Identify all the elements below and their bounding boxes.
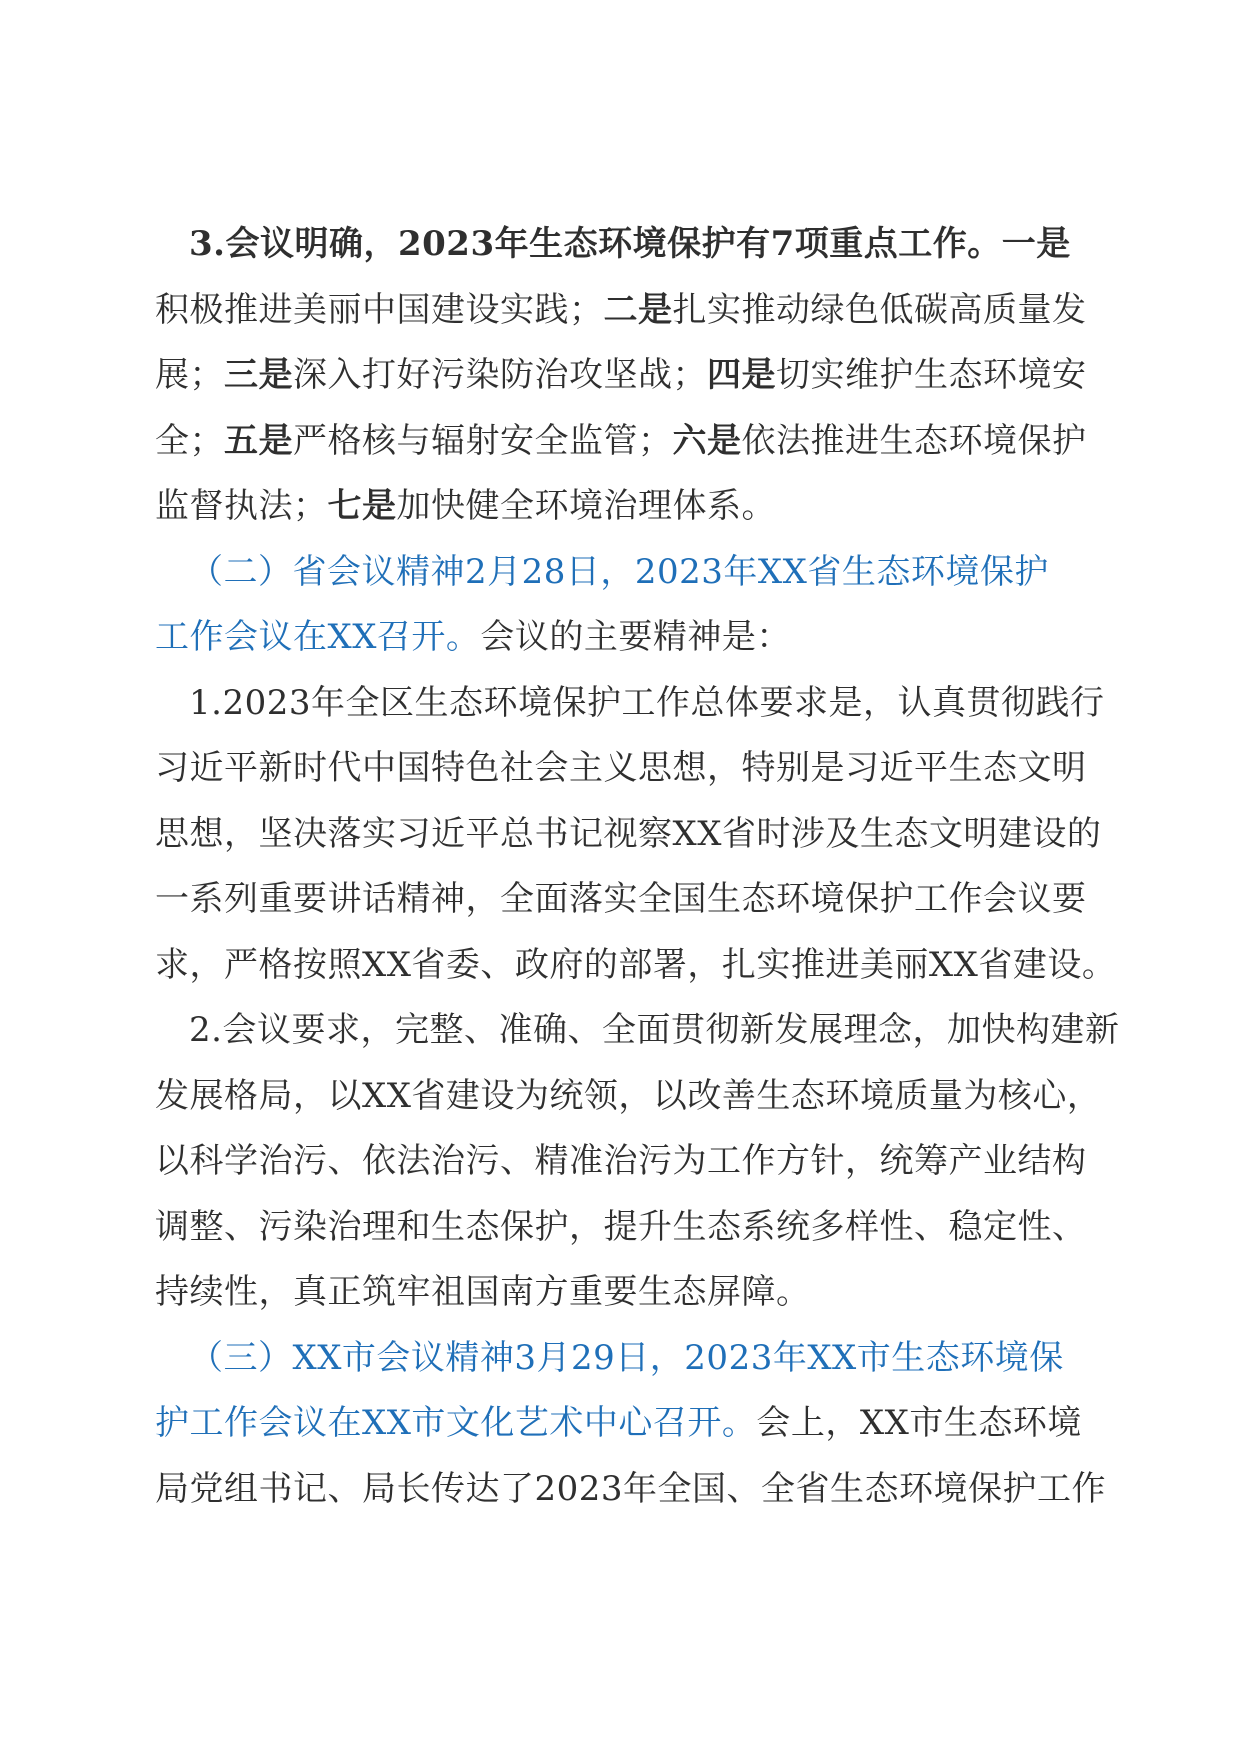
text-run: 会上，XX市生态环境 xyxy=(756,1403,1082,1443)
text-run: 二是 xyxy=(603,289,673,330)
text-run: 调整、污染治理和生态保护，提升生态系统多样性、稳定性、 xyxy=(155,1206,1087,1247)
text-line xyxy=(155,605,1095,671)
text-line xyxy=(155,278,1095,344)
section-heading: 护工作会议在XX市文化艺术中心召开。 xyxy=(155,1403,757,1443)
text-run: 依法推进生态环境保护 xyxy=(741,420,1087,461)
section-heading-line xyxy=(155,1326,1095,1392)
text-run: 严格核与辐射安全监管； xyxy=(293,420,673,461)
text-line xyxy=(155,1260,1095,1326)
text-run: 3.会议明确，2023年生态环境保护有7项重点工作。一是 xyxy=(189,224,1071,264)
text-run: 切实维护生态环境安 xyxy=(776,355,1087,395)
text-run: 求，严格按照XX省委、政府的部署，扎实推进美丽XX省建设。 xyxy=(155,944,1117,985)
text-run: 扎实推动绿色低碳高质量发 xyxy=(672,289,1087,330)
text-line xyxy=(155,736,1095,802)
section-heading-line xyxy=(155,540,1095,606)
text-line xyxy=(155,212,1095,278)
text-run: 展； xyxy=(155,355,224,395)
text-line xyxy=(155,1195,1095,1261)
text-line xyxy=(155,1129,1095,1195)
text-line xyxy=(155,933,1117,999)
text-run: 积极推进美丽中国建设实践； xyxy=(155,289,604,330)
text-run: 发展格局，以XX省建设为统领，以改善生态环境质量为核心， xyxy=(155,1075,1102,1116)
document-body xyxy=(155,212,1120,1522)
text-run: 思想，坚决落实习近平总书记视察XX省时涉及生态文明建设的 xyxy=(155,813,1102,854)
text-run: 三是 xyxy=(224,355,293,395)
text-line xyxy=(155,1064,1102,1130)
section-heading: 工作会议在XX召开。 xyxy=(155,617,481,657)
text-run: 全； xyxy=(155,420,224,461)
text-run: 四是 xyxy=(707,355,776,395)
text-run: 七是 xyxy=(327,486,397,526)
text-run: 五是 xyxy=(224,420,293,461)
text-run: 以科学治污、依法治污、精准治污为工作方针，统筹产业结构 xyxy=(155,1141,1087,1181)
text-line xyxy=(155,1391,1095,1457)
text-line xyxy=(155,802,1102,868)
text-line xyxy=(155,343,1095,409)
text-run: 局党组书记、局长传达了2023年全国、全省生态环境保护工作 xyxy=(155,1468,1107,1509)
text-run: 加快健全环境治理体系。 xyxy=(396,486,776,526)
section-heading: （三）XX市会议精神3月29日，2023年XX市生态环境保 xyxy=(189,1337,1064,1378)
text-line xyxy=(155,671,1105,737)
text-line xyxy=(155,998,1120,1064)
text-line xyxy=(155,474,1095,540)
text-run: 持续性，真正筑牢祖国南方重要生态屏障。 xyxy=(155,1272,811,1312)
text-line xyxy=(155,409,1095,475)
text-run: 2.会议要求，完整、准确、全面贯彻新发展理念，加快构建新 xyxy=(189,1010,1120,1050)
text-run: 1.2023年全区生态环境保护工作总体要求是，认真贯彻践行 xyxy=(189,682,1105,723)
text-run: 会议的主要精神是： xyxy=(480,617,791,657)
text-line xyxy=(155,1457,1107,1523)
text-run: 深入打好污染防治攻坚战； xyxy=(293,355,707,395)
text-run: 监督执法； xyxy=(155,486,328,526)
section-heading: （二）省会议精神2月28日，2023年XX省生态环境保护 xyxy=(189,551,1049,592)
text-line xyxy=(155,867,1095,933)
text-run: 一系列重要讲话精神，全面落实全国生态环境保护工作会议要 xyxy=(155,879,1087,919)
text-run: 六是 xyxy=(672,420,742,461)
text-run: 习近平新时代中国特色社会主义思想，特别是习近平生态文明 xyxy=(155,748,1087,788)
